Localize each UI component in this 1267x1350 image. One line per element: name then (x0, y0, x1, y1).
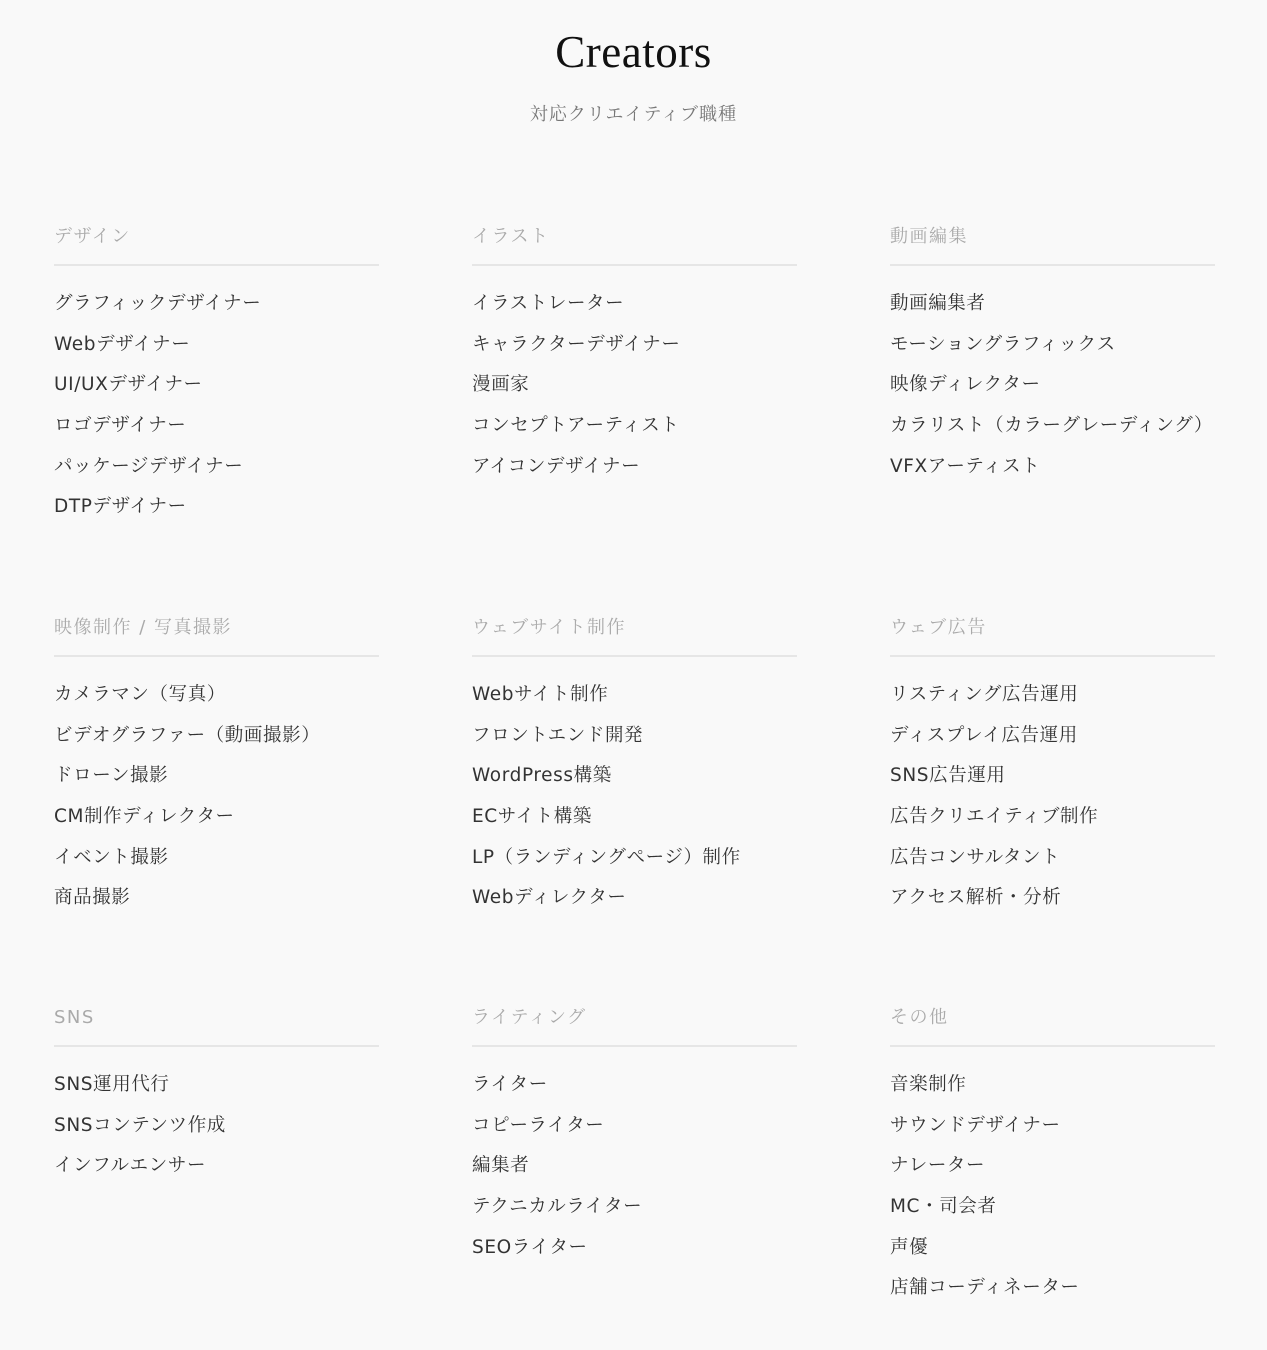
category-item[interactable]: 漫画家 (472, 374, 530, 396)
category-item[interactable]: Webサイト制作 (472, 684, 609, 705)
category-heading: SNS (54, 1003, 379, 1047)
category-heading: ウェブ広告 (890, 613, 1215, 657)
category-section (890, 222, 1215, 492)
category-item[interactable]: イベント撮影 (54, 846, 169, 868)
category-item[interactable]: Webディレクター (472, 887, 627, 909)
category-item[interactable]: 広告クリエイティブ制作 (890, 806, 1099, 828)
category-item[interactable]: SNS広告運用 (890, 765, 1006, 787)
category-item[interactable]: ECサイト構築 (472, 806, 593, 828)
category-item[interactable]: VFXアーティスト (890, 455, 1041, 477)
category-item[interactable]: WordPress構築 (472, 765, 612, 787)
category-item[interactable]: カメラマン（写真） (54, 684, 226, 705)
category-item[interactable]: カラリスト（カラーグレーディング） (890, 415, 1214, 437)
category-item[interactable]: 店舗コーディネーター (890, 1277, 1080, 1299)
category-heading: イラスト (472, 222, 797, 266)
category-heading: デザイン (54, 222, 379, 266)
category-section (54, 1003, 379, 1192)
category-item-list (472, 680, 797, 912)
category-heading: 動画編集 (890, 222, 1215, 266)
category-item[interactable]: コンセプトアーティスト (472, 415, 680, 437)
category-item[interactable]: SNSコンテンツ作成 (54, 1114, 226, 1136)
category-heading: ウェブサイト制作 (472, 613, 797, 657)
category-item-list (472, 1070, 797, 1262)
category-item[interactable]: リスティング広告運用 (890, 684, 1079, 705)
category-section (472, 613, 797, 924)
category-item-list (54, 289, 379, 521)
category-item[interactable]: パッケージデザイナー (54, 455, 244, 477)
category-item[interactable]: 広告コンサルタント (890, 846, 1061, 868)
category-item[interactable]: 映像ディレクター (890, 374, 1041, 396)
page-subtitle: 対応クリエイティブ職種 (529, 104, 738, 125)
category-item[interactable]: 音楽制作 (890, 1074, 967, 1095)
category-item[interactable]: SEOライター (472, 1236, 588, 1258)
category-section (54, 222, 379, 533)
category-item[interactable]: ビデオグラファー（動画撮影） (54, 724, 321, 746)
category-heading: その他 (890, 1003, 1215, 1047)
category-item[interactable]: アイコンデザイナー (472, 455, 641, 477)
page-title: Creators (555, 27, 712, 77)
category-item[interactable]: ドローン撮影 (54, 765, 169, 787)
category-item[interactable]: フロントエンド開発 (472, 724, 644, 746)
category-section (890, 1003, 1215, 1314)
category-item[interactable]: DTPデザイナー (54, 496, 187, 518)
category-item[interactable]: 編集者 (472, 1155, 530, 1177)
category-section (54, 613, 379, 924)
category-item[interactable]: モーショングラフィックス (890, 333, 1116, 355)
category-item[interactable]: Webデザイナー (54, 333, 191, 355)
category-item[interactable]: UI/UXデザイナー (54, 374, 203, 396)
category-item-list (54, 1070, 379, 1180)
category-item[interactable]: キャラクターデザイナー (472, 333, 681, 355)
category-item[interactable]: ロゴデザイナー (54, 415, 187, 437)
category-item-list (472, 289, 797, 481)
category-item[interactable]: 声優 (890, 1236, 929, 1258)
category-section (472, 222, 797, 492)
category-item-list (890, 289, 1215, 481)
category-item[interactable]: サウンドデザイナー (890, 1114, 1061, 1136)
category-item[interactable]: ナレーター (890, 1155, 986, 1177)
category-item[interactable]: 商品撮影 (54, 887, 131, 909)
category-item[interactable]: テクニカルライター (472, 1196, 643, 1218)
category-item[interactable]: コピーライター (472, 1114, 605, 1136)
category-item[interactable]: ディスプレイ広告運用 (890, 724, 1078, 746)
category-item[interactable]: アクセス解析・分析 (890, 887, 1062, 909)
category-item[interactable]: インフルエンサー (54, 1155, 207, 1177)
category-item-list (890, 680, 1215, 912)
category-heading: ライティング (472, 1003, 797, 1047)
category-item[interactable]: MC・司会者 (890, 1196, 997, 1218)
category-item[interactable]: イラストレーター (472, 293, 625, 314)
category-item-list (890, 1070, 1215, 1302)
category-item[interactable]: CM制作ディレクター (54, 806, 235, 828)
category-item[interactable]: グラフィックデザイナー (54, 293, 262, 314)
category-section (890, 613, 1215, 924)
category-item[interactable]: LP（ランディングページ）制作 (472, 846, 741, 868)
category-item-list (54, 680, 379, 912)
category-section (472, 1003, 797, 1273)
category-item[interactable]: SNS運用代行 (54, 1074, 170, 1095)
category-item[interactable]: 動画編集者 (890, 293, 986, 314)
category-item[interactable]: ライター (472, 1074, 548, 1095)
category-heading: 映像制作 / 写真撮影 (54, 613, 379, 657)
